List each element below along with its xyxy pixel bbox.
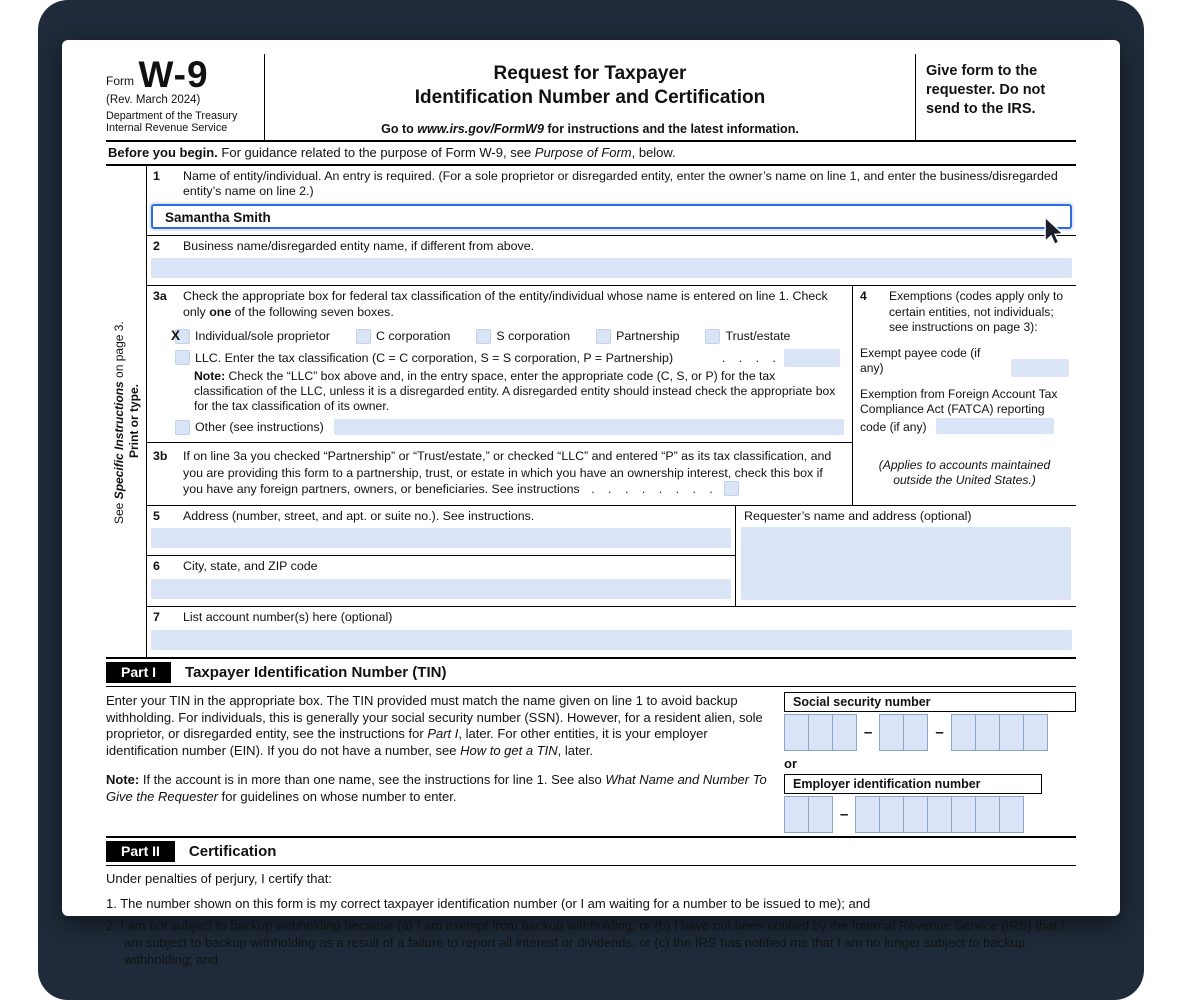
tin-digit-cell[interactable] [951, 796, 976, 833]
form-identity-block [106, 54, 264, 140]
fatca-code-input[interactable] [936, 418, 1054, 434]
line2-number: 2 [153, 238, 160, 253]
line6-row [147, 556, 735, 599]
line3b-dot-leader: . . . . . . . . [591, 481, 713, 496]
s-corp-label: S corporation [496, 329, 571, 344]
requester-block [736, 506, 1076, 606]
requester-input[interactable] [741, 527, 1071, 600]
ein-group-1 [784, 796, 833, 833]
form-revision: (Rev. March 2024) [106, 94, 201, 107]
ssn-group-2 [879, 714, 928, 751]
fields-column [146, 166, 1076, 657]
address-region [147, 506, 1076, 607]
form-number: W-9 [138, 54, 209, 95]
form-header [106, 54, 1076, 140]
line3a-label-pre: Check the appropriate box for federal tax classification of the entity/individual whose name is entered on line 1. Check only [183, 289, 828, 319]
tin-digit-cell[interactable] [999, 796, 1024, 833]
line5-row [147, 506, 735, 557]
specific-instructions-ref: Specific Instructions [112, 380, 126, 499]
goto-line [279, 122, 901, 136]
tin-digit-cell[interactable] [855, 796, 880, 833]
address-left [147, 506, 736, 606]
exemptions-label: Exemptions (codes apply only to certain entities, not individuals; see instructions on page 3): [889, 289, 1064, 335]
business-name-input[interactable] [151, 258, 1072, 278]
ein-cells [784, 794, 1076, 836]
fatca-label: Exemption from Foreign Account Tax Compliance Act (FATCA) reporting code (if any) [860, 386, 1058, 434]
ssn-label: Social security number [784, 692, 1076, 712]
ssn-group-3 [951, 714, 1048, 751]
tin-note-a: If the account is in more than one name, see the instructions for line 1. See also [139, 772, 606, 788]
foreign-partners-checkbox[interactable] [724, 481, 739, 496]
viewer-background [38, 0, 1144, 1000]
line5-number: 5 [153, 508, 160, 523]
certification-item-1: 1. The number shown on this form is my correct taxpayer identification number (or I am waiting for a number to be issued to me); and [106, 895, 871, 911]
other-input[interactable] [334, 419, 844, 435]
ein-dash: – [840, 805, 849, 823]
line3b-text: If on line 3a you checked “Partnership” or “Trust/estate,” or checked “LLC” and entered “P” as its tax classification, and you are providing this form to a partnership, trust, or estate in which you have an ownership interest, check this box if you have any foreign partners, owners, or beneficiaries. See instructions [183, 449, 832, 496]
c-corp-label: C corporation [376, 329, 451, 344]
part1-body [106, 687, 1076, 836]
ssn-dash-2: – [935, 723, 944, 741]
ssn-group-1 [784, 714, 857, 751]
individual-checkbox[interactable] [171, 327, 190, 344]
box4-number: 4 [860, 289, 867, 304]
form-body [106, 166, 1076, 657]
individual-option[interactable] [171, 327, 330, 344]
line5-label: Address (number, street, and apt. or suite no.). See instructions. [183, 508, 535, 523]
part2-badge: Part II [106, 841, 175, 862]
part2-header [106, 836, 1076, 866]
form-title-line1: Request for Taxpayer [493, 63, 687, 84]
partnership-option[interactable] [596, 329, 679, 344]
certification-item-2: 2. I am not subject to backup withholding because (a) I am exempt from backup withholding, or (b) I have not been notified by the Internal Revenue Service (IRS) that I am subject to backup withholding as a result of a failure to report all interest or dividends, or (c) the IRS has notified me that I am no longer subject to backup withholding; and [106, 918, 1065, 968]
llc-dot-leader: . . . . [721, 350, 776, 365]
line3a-number: 3a [153, 289, 167, 304]
tin-digit-cell[interactable] [975, 714, 1000, 751]
what-name-ref: What Name and Number To Give the Requester [106, 772, 767, 805]
note-text: Check the “LLC” box above and, in the entry space, enter the appropriate code (C, S, or P) for the tax classification of the LLC, unless it is a disregarded entity. A disregarded entity should instead check the appropriate box for the tax classification of its owner. [194, 368, 836, 414]
see-word: See [112, 498, 126, 524]
tin-digit-cell[interactable] [1023, 714, 1048, 751]
tin-boxes [784, 691, 1076, 836]
line1-number: 1 [153, 168, 160, 183]
requester-label: Requester’s name and address (optional) [744, 508, 972, 523]
tin-digit-cell[interactable] [903, 796, 928, 833]
llc-classification-entry[interactable] [784, 349, 840, 367]
tin-p1c: , later. [557, 743, 594, 759]
w9-form-page [62, 40, 1120, 968]
before-mid: For guidance related to the purpose of Form W-9, see [217, 144, 535, 160]
form-word: Form [106, 74, 134, 88]
tin-p1a: Enter your TIN in the appropriate box. The TIN provided must match the name given on line 1 to avoid backup withholding. For individuals, this is generally your social security number (SSN). However, for a resident alien, sole proprietor, or disregarded entity, see the instructions for [106, 692, 763, 742]
c-corp-option[interactable] [356, 329, 450, 344]
tin-note-bold: Note: [106, 772, 140, 788]
address-input[interactable] [151, 528, 731, 548]
s-corp-option[interactable] [476, 329, 570, 344]
exempt-payee-label: Exempt payee code (if any) [860, 345, 981, 376]
line3-region [147, 286, 1076, 505]
line3b-number: 3b [153, 449, 168, 464]
tin-digit-cell[interactable] [879, 796, 904, 833]
line1-label: Name of entity/individual. An entry is required. (For a sole proprietor or disregarded entity, enter the owner’s name on line 1, and enter the business/disregarded entity’s name on line 2.) [183, 168, 1058, 199]
trust-estate-option[interactable] [705, 329, 790, 344]
part1-badge: Part I [106, 662, 171, 683]
llc-checkbox[interactable] [175, 350, 190, 365]
other-row [175, 419, 844, 435]
line7-label: List account number(s) here (optional) [183, 610, 393, 624]
classification-checkboxes [171, 327, 852, 344]
before-you-begin [106, 142, 1076, 166]
account-numbers-input[interactable] [151, 630, 1072, 650]
line3b-section [147, 443, 852, 504]
line6-label: City, state, and ZIP code [183, 559, 318, 574]
part1-title: Taxpayer Identification Number (TIN) [185, 663, 447, 681]
line1-row [147, 166, 1076, 236]
give-form-note: Give form to the requester. Do not send to the IRS. [926, 63, 1046, 117]
tin-p1b: , later. For other entities, it is your employer identification number (EIN). If you do not have a number, see [106, 726, 708, 759]
c-corp-checkbox[interactable] [356, 329, 371, 344]
exempt-payee-code-input[interactable] [1011, 359, 1069, 377]
tin-note-b: for guidelines on whose number to enter. [218, 789, 457, 805]
part1-ref: Part I [427, 726, 459, 742]
tin-digit-cell[interactable] [808, 714, 833, 751]
or-label: or [784, 755, 797, 771]
line3-main [147, 286, 852, 504]
goto-suffix: for instructions and the latest information. [543, 121, 799, 136]
mouse-cursor [1040, 216, 1070, 248]
tin-digit-cell[interactable] [951, 714, 976, 751]
tin-digit-cell[interactable] [879, 714, 904, 751]
tin-digit-cell[interactable] [927, 796, 952, 833]
tin-instructions [106, 691, 784, 836]
applies-note: (Applies to accounts maintained outside the United States.) [878, 457, 1051, 488]
line6-number: 6 [153, 559, 160, 574]
city-state-zip-input[interactable] [151, 579, 731, 599]
ein-group-2 [855, 796, 1024, 833]
line3b-label [183, 448, 844, 496]
tin-digit-cell[interactable] [784, 796, 809, 833]
before-end: , below. [631, 144, 676, 160]
llc-label: LLC. Enter the tax classification (C = C corporation, S = S corporation, P = Partnership) [195, 350, 674, 365]
tin-digit-cell[interactable] [999, 714, 1024, 751]
ein-label: Employer identification number [784, 774, 1042, 794]
part2-body [106, 866, 1076, 969]
page-ref: on page 3. [112, 320, 126, 381]
exemptions-column [852, 286, 1076, 504]
partnership-label: Partnership [616, 329, 680, 344]
line2-row [147, 236, 1076, 287]
tin-digit-cell[interactable] [975, 796, 1000, 833]
goto-prefix: Go to [381, 121, 418, 136]
before-bold: Before you begin. [108, 144, 218, 160]
print-or-type-label: Print or type. [127, 383, 141, 458]
checkbox-x-mark: X [171, 327, 181, 343]
line3a-label-post: of the following seven boxes. [231, 305, 394, 319]
exempt-payee-row [860, 346, 1069, 377]
line3a-label [183, 289, 844, 320]
ssn-dash-1: – [864, 723, 873, 741]
part1-header [106, 657, 1076, 687]
s-corp-checkbox[interactable] [476, 329, 491, 344]
irs-url-link[interactable]: www.irs.gov/FormW9 [417, 121, 544, 136]
tin-note [106, 772, 770, 806]
trust-estate-checkbox[interactable] [705, 329, 720, 344]
line3a-label-one: one [209, 305, 232, 319]
partnership-checkbox[interactable] [596, 329, 611, 344]
form-title-block [264, 54, 916, 140]
service-label: Internal Revenue Service [106, 122, 228, 135]
line7-number: 7 [153, 610, 160, 624]
tin-paragraph [106, 693, 770, 761]
see-instructions-label [112, 321, 126, 524]
left-gutter [106, 166, 146, 657]
line3a-section [147, 286, 852, 443]
part2-title: Certification [188, 842, 277, 860]
other-checkbox[interactable] [175, 420, 190, 435]
individual-label: Individual/sole proprietor [195, 329, 330, 344]
llc-note [194, 369, 842, 415]
tin-digit-cell[interactable] [784, 714, 809, 751]
ssn-cells [784, 712, 1076, 754]
line7-row [147, 607, 1076, 650]
other-label: Other (see instructions) [195, 420, 324, 435]
purpose-of-form-ref: Purpose of Form [534, 144, 632, 160]
name-input[interactable]: Samantha Smith [151, 204, 1072, 229]
llc-row [175, 349, 844, 367]
fatca-row [860, 387, 1069, 435]
tin-digit-cell[interactable] [808, 796, 833, 833]
form-title-line2: Identification Number and Certification [414, 86, 766, 108]
how-to-get-tin-ref: How to get a TIN [460, 743, 558, 759]
trust-estate-label: Trust/estate [725, 329, 791, 344]
line2-label: Business name/disregarded entity name, if different from above. [183, 238, 535, 253]
department-label: Department of the Treasury [106, 110, 238, 123]
certification-intro: Under penalties of perjury, I certify that: [106, 870, 332, 886]
tin-digit-cell[interactable] [903, 714, 928, 751]
tin-digit-cell[interactable] [832, 714, 857, 751]
note-bold: Note: [194, 368, 226, 383]
